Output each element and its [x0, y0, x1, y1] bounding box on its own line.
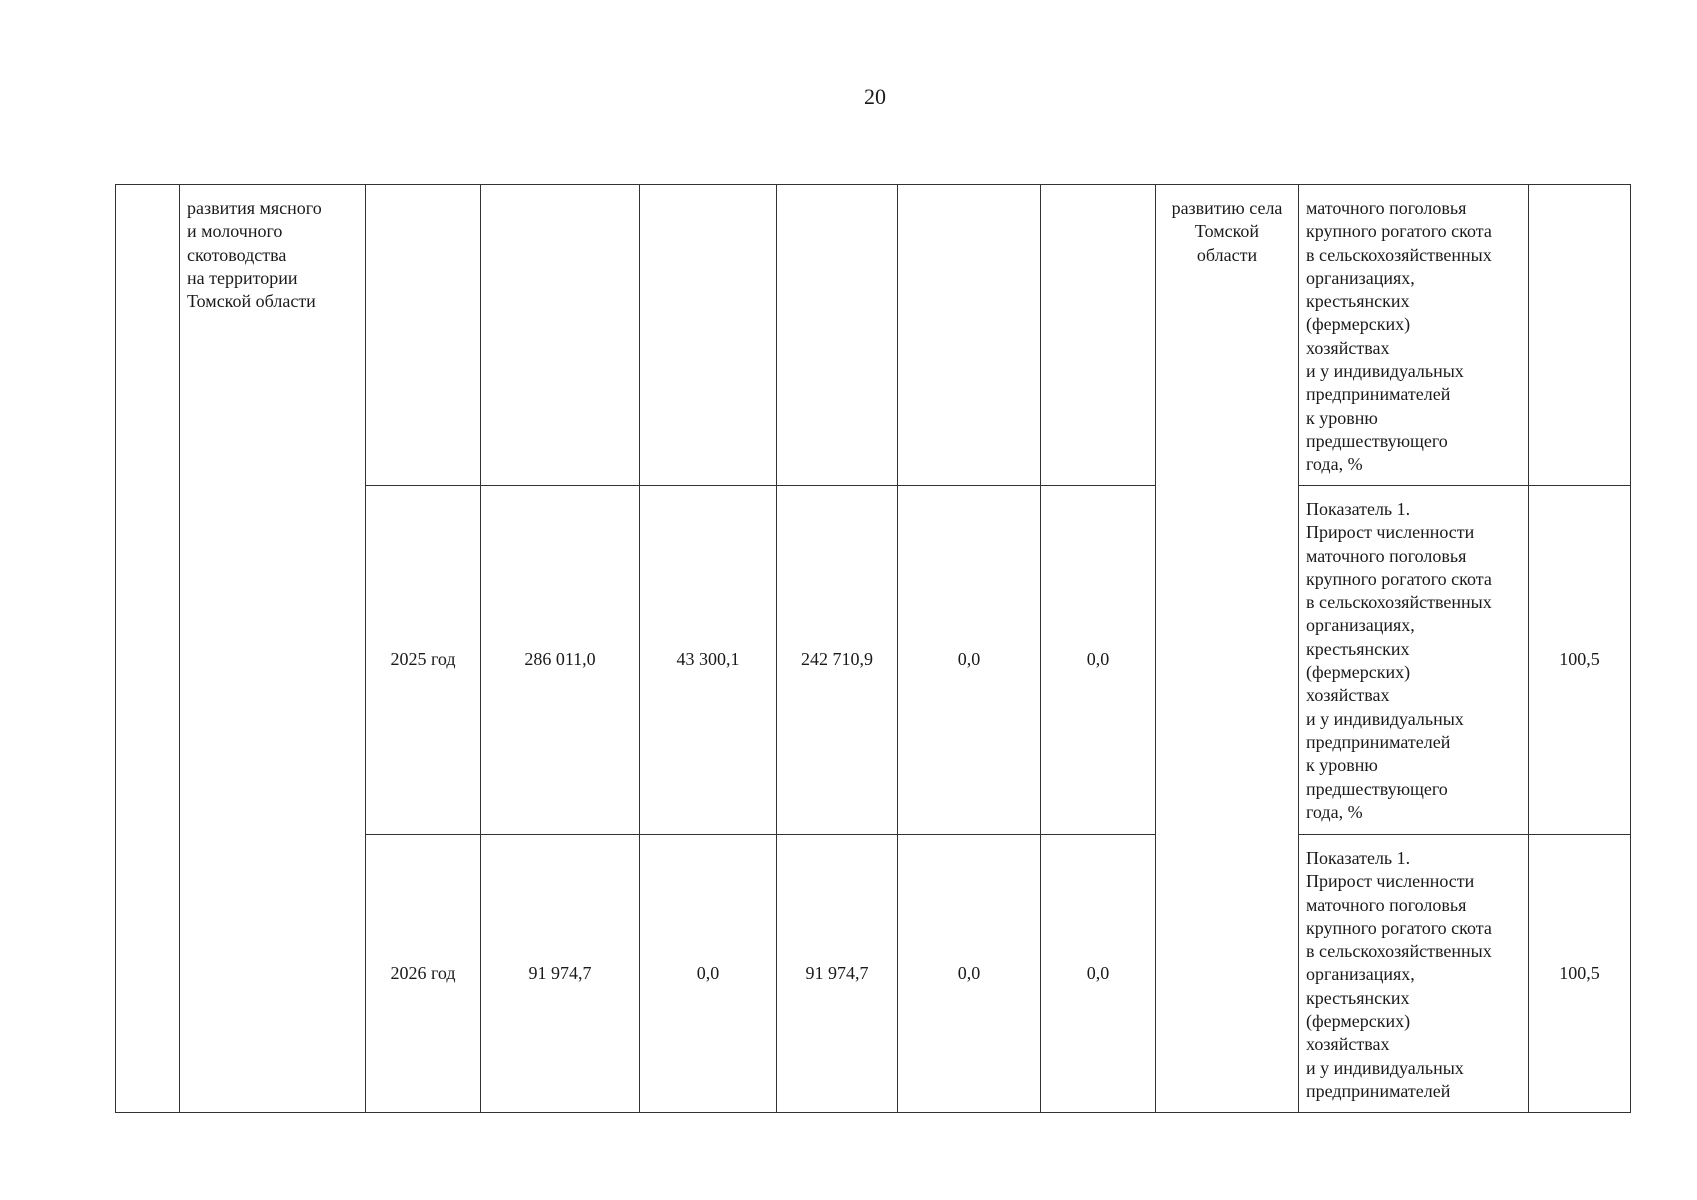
- federal-cell: 0,0: [640, 835, 777, 1113]
- indicator-cell: [1299, 835, 1529, 1113]
- year-cell: [366, 185, 481, 486]
- federal-cell: 43 300,1: [640, 486, 777, 835]
- goal-text: развитию села Томской области: [1171, 198, 1283, 265]
- page-number: 20: [864, 84, 886, 109]
- table-row: [116, 185, 1631, 486]
- local-cell: 0,0: [898, 486, 1041, 835]
- regional-cell: [777, 185, 898, 486]
- local-cell: [898, 185, 1041, 486]
- regional-cell: 91 974,7: [777, 835, 898, 1113]
- indicator-text: Показатель 1. Прирост численности маточного поголовья крупного рогатого скота в сельскохозяйственных организациях, крестьянских (фермерских) хозяйствах и у индивидуальных предпринимателей к уровню предшествующего года, %: [1306, 499, 1492, 822]
- other-cell: [1041, 185, 1156, 486]
- year-cell: 2025 год: [366, 486, 481, 835]
- program-name-cell: [180, 185, 366, 1113]
- goal-cell: [1156, 185, 1299, 1113]
- number-cell: [116, 185, 180, 1113]
- program-name-text: развития мясного и молочного скотоводства на территории Томской области: [187, 198, 322, 312]
- other-cell: 0,0: [1041, 835, 1156, 1113]
- federal-cell: [640, 185, 777, 486]
- other-cell: 0,0: [1041, 486, 1156, 835]
- indicator-value-cell: [1529, 185, 1631, 486]
- indicator-text: маточного поголовья крупного рогатого скота в сельскохозяйственных организациях, крестьянских (фермерских) хозяйствах и у индивидуальных предпринимателей к уровню предшествующего года, %: [1306, 198, 1492, 475]
- indicator-value-cell: 100,5: [1529, 835, 1631, 1113]
- indicator-cell: [1299, 486, 1529, 835]
- indicator-cell: [1299, 185, 1529, 486]
- indicator-value-cell: 100,5: [1529, 486, 1631, 835]
- year-cell: 2026 год: [366, 835, 481, 1113]
- program-table: [115, 184, 1631, 1113]
- regional-cell: 242 710,9: [777, 486, 898, 835]
- local-cell: 0,0: [898, 835, 1041, 1113]
- total-cell: 91 974,7: [481, 835, 640, 1113]
- total-cell: 286 011,0: [481, 486, 640, 835]
- total-cell: [481, 185, 640, 486]
- indicator-text: Показатель 1. Прирост численности маточного поголовья крупного рогатого скота в сельскохозяйственных организациях, крестьянских (фермерских) хозяйствах и у индивидуальных предпринимателей: [1306, 848, 1492, 1101]
